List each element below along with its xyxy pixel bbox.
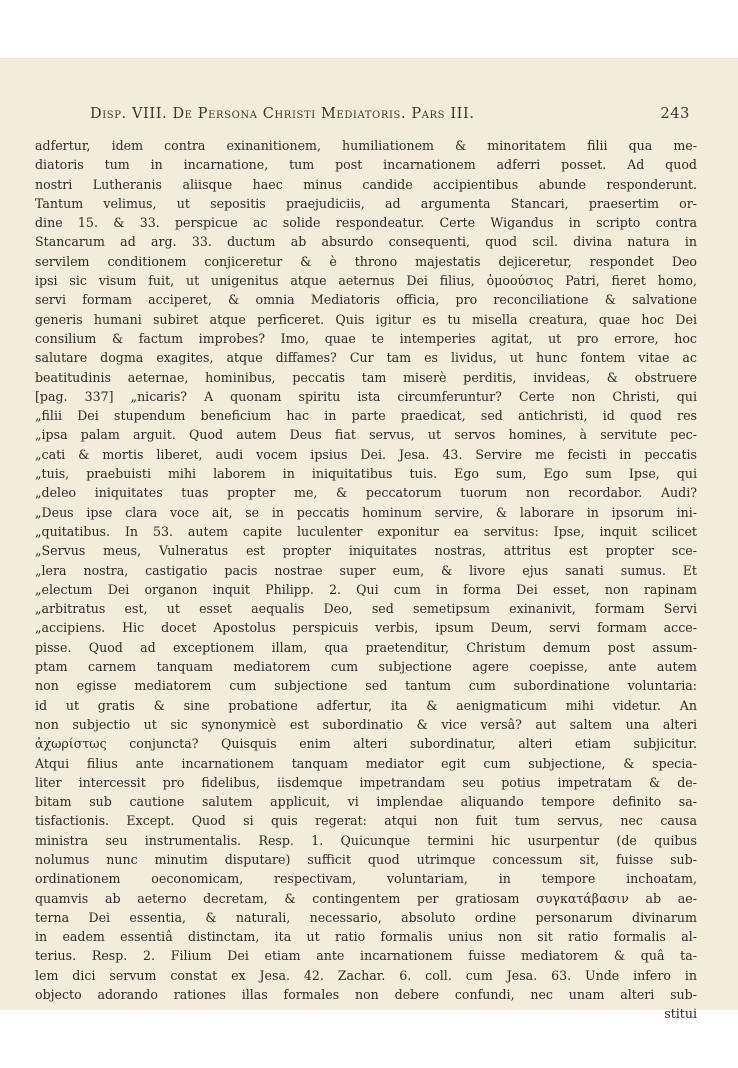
- text-line: servi formam acciperet, & omnia Mediatoris officia, pro reconciliatione & salvatione: [35, 292, 697, 308]
- text-line: ἀχωρίστως conjuncta? Quisquis enim alteri subordinatur, alteri etiam subjicitur.: [35, 736, 697, 752]
- page-number: 243: [660, 106, 690, 122]
- text-line: ptam carnem tanquam mediatorem cum subjectione agere coepisse, ante autem: [35, 659, 697, 675]
- text-line: liter intercessit pro fidelibus, iisdemque impetrandam seu potius impetratam & de-: [35, 774, 697, 790]
- text-line: objecto adorando rationes illas formales non debere confundi, nec unam alteri sub-: [35, 987, 697, 1003]
- text-line: „filii Dei stupendum beneficium hac in parte praedicat, sed antichristi, id quod res: [35, 408, 697, 424]
- text-line: nostri Lutheranis aliisque haec minus candide accipientibus abunde responderunt.: [35, 176, 697, 192]
- text-line: quamvis ab aeterno decretam, & contingentem per gratiosam συγκατάβασιν ab ae-: [35, 890, 697, 906]
- running-title: Disp. VIII. De Persona Christi Mediatoris. Pars III.: [90, 106, 475, 122]
- text-line: ordinationem oeconomicam, respectivam, voluntariam, in tempore inchoatam,: [35, 871, 697, 887]
- text-line: non egisse mediatorem cum subjectione sed tantum cum subordinatione voluntaria:: [35, 678, 697, 694]
- text-line: pisse. Quod ad exceptionem illam, qua praetenditur, Christum demum post assum-: [35, 639, 697, 655]
- body-text: [35, 136, 697, 1024]
- text-line: Stancarum ad arg. 33. ductum ab absurdo consequenti, quod scil. divina natura in: [35, 234, 697, 250]
- text-line: nolumus nunc minutim disputare) sufficit quod utrimque concessum sit, fuisse sub-: [35, 851, 697, 867]
- text-line: „electum Dei organon inquit Philipp. 2. Qui cum in forma Dei esset, non rapinam: [35, 581, 697, 597]
- text-line: dine 15. & 33. perspicue ac solide respondeatur. Certe Wigandus in scripto contra: [35, 215, 697, 231]
- text-line: terna Dei essentia, & naturali, necessario, absoluto ordine personarum divinarum: [35, 909, 697, 925]
- text-line: in eadem essentiâ distinctam, ita ut ratio formalis unius non sit ratio formalis al-: [35, 929, 697, 945]
- text-line: „Deus ipse clara voce ait, se in peccatis hominum servire, & laborare in ipsorum ini-: [35, 504, 697, 520]
- text-line: ministra seu instrumentalis. Resp. 1. Quicunque termini hic usurpentur (de quibus: [35, 832, 697, 848]
- text-line: Tantum velimus, ut sepositis praejudiciis, ad argumenta Stancari, praesertim or-: [35, 195, 697, 211]
- text-line: tisfactionis. Except. Quod si quis regerat: atqui non fuit tum servus, nec causa: [35, 813, 697, 829]
- text-line: [pag. 337] „nicaris? A quonam spiritu ista circumferuntur? Certe non Christi, qui: [35, 388, 697, 404]
- text-line: ipsi sic visum fuit, ut unigenitus atque aeternus Dei filius, ὁμοούσιος Patri, fieret homo,: [35, 273, 697, 289]
- text-line: „Servus meus, Vulneratus est propter iniquitates nostras, attritus est propter sce-: [35, 543, 697, 559]
- text-line: beatitudinis aeternae, hominibus, peccatis tam miserè perditis, invideas, & obstruere: [35, 369, 697, 385]
- text-line: consilium & factum improbes? Imo, quae te intemperies agitat, ut pro errore, hoc: [35, 330, 697, 346]
- text-line: adfertur, idem contra exinanitionem, humiliationem & minoritatem filii qua me-: [35, 138, 697, 153]
- text-line: generis humani subiret atque perficeret. Quis igitur es tu misella creatura, quae hoc Dei: [35, 311, 697, 327]
- text-line: Atqui filius ante incarnationem tanquam mediator egit cum subjectione, & specia-: [35, 755, 697, 771]
- text-line: stitui: [664, 1006, 697, 1022]
- text-line: terius. Resp. 2. Filium Dei etiam ante incarnationem fuisse mediatorem & quâ ta-: [35, 948, 697, 964]
- text-line: „quitatibus. In 53. autem capite luculenter exponitur ea servitus: Ipse, inquit scilicet: [35, 523, 697, 539]
- text-line: „accipiens. Hic docet Apostolus perspicuis verbis, ipsum Deum, servi formam acce-: [35, 620, 697, 636]
- text-line: „deleo iniquitates tuas propter me, & peccatorum tuorum non recordabor. Audi?: [35, 485, 697, 501]
- text-line: diatoris tum in incarnatione, tum post incarnationem adferri posset. Ad quod: [35, 157, 697, 173]
- text-line: bitam sub cautione salutem applicuit, vi implendae aliquando tempore definito sa-: [35, 794, 697, 810]
- text-line: „cati & mortis liberet, audi vocem ipsius Dei. Jesa. 43. Servire me fecisti in peccatis: [35, 446, 697, 462]
- text-line: salutare dogma exagites, atque diffames? Cur tam es lividus, ut hunc fontem vitae ac: [35, 350, 697, 366]
- text-line: „ipsa palam arguit. Quod autem Deus fiat servus, ut servos homines, à servitute pec-: [35, 427, 697, 443]
- text-line: non subjectio ut sic synonymicè est subordinatio & vice versâ? aut saltem una alteri: [35, 716, 697, 732]
- text-line: „lera nostra, castigatio pacis nostrae super eum, & livore ejus sanati sumus. Et: [35, 562, 697, 578]
- text-line: id ut gratis & sine probatione adfertur, ita & aenigmaticum mihi videtur. An: [35, 697, 697, 713]
- text-line: servilem conditionem conjiceretur & è throno majestatis dejiceretur, respondet Deo: [35, 253, 697, 269]
- text-line: „tuis, praebuisti mihi laborem in iniquitatibus tuis. Ego sum, Ego sum Ipse, qui: [35, 466, 697, 482]
- text-line: lem dici servum constat ex Jesa. 42. Zachar. 6. coll. cum Jesa. 63. Unde infero in: [35, 967, 697, 983]
- book-page: [0, 58, 738, 1022]
- text-line: „arbitratus est, ut esset aequalis Deo, sed semetipsum exinanivit, formam Servi: [35, 601, 697, 617]
